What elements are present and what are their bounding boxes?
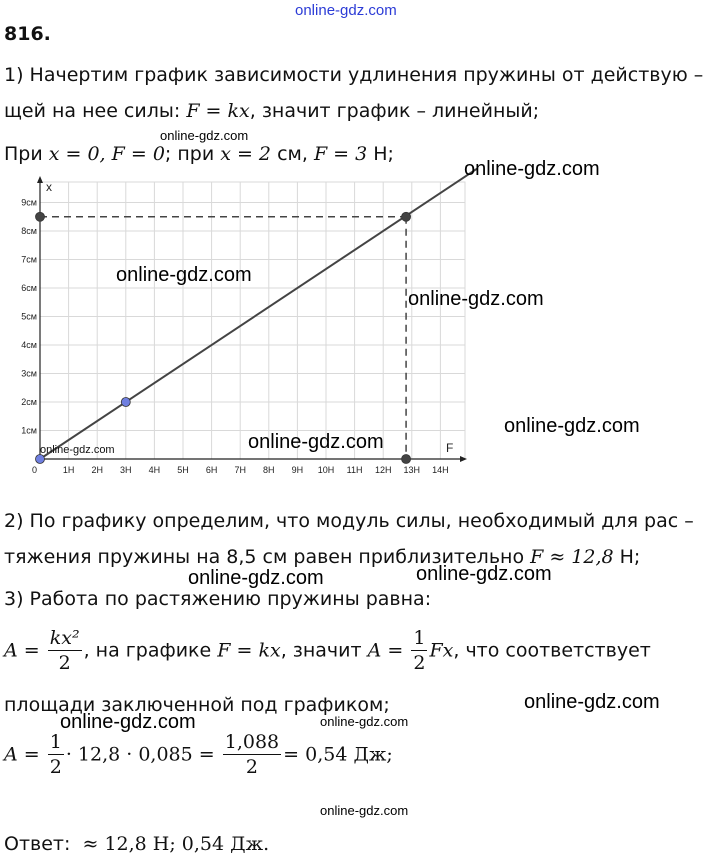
watermark: online-gdz.com (248, 431, 384, 453)
x-tick-label: 6Н (205, 465, 218, 475)
watermark: online-gdz.com (464, 158, 600, 180)
fraction-calc-result (223, 730, 281, 779)
x-axis-arrow (460, 456, 467, 462)
y-tick-label: 5см (21, 311, 37, 322)
fraction-calc-half (48, 730, 64, 779)
problem-number-value: 816 (4, 23, 44, 45)
data-point (402, 455, 411, 464)
step3-line1: 3) Работа по растяжению пружины равна: (4, 588, 432, 610)
fraction-calc-result-den: 2 (245, 756, 258, 778)
watermark: online-gdz.com (416, 563, 552, 585)
fraction-kx2-num: kx² (49, 627, 80, 649)
x-axis-label: F (446, 441, 454, 455)
x-tick-label: 4Н (148, 465, 161, 475)
watermark: online-gdz.com (320, 803, 409, 818)
step2-line2-post: Н; (613, 546, 641, 568)
step1-line3-g: Н; (367, 143, 394, 165)
watermark: online-gdz.com (320, 714, 409, 729)
y-tick-label: 3см (21, 368, 37, 379)
answer-line (4, 832, 269, 856)
step1-line3-d: x = 2 (220, 143, 272, 165)
watermark: online-gdz.com (40, 444, 115, 456)
problem-number-dot: . (43, 23, 51, 45)
step1-line3-f: F = 3 (313, 143, 368, 165)
y-tick-label: 7см (21, 254, 37, 265)
x-tick-label: 12Н (374, 465, 392, 475)
x-tick-label: 14Н (432, 465, 449, 475)
fraction-half-den: 2 (413, 652, 426, 674)
x-tick-label: 3Н (120, 465, 132, 475)
step3-formula-mid: , на графике (83, 639, 218, 662)
data-point (121, 398, 130, 407)
step3-calc-post: = 0,54 Дж; (283, 743, 393, 766)
y-tick-label: 9см (21, 197, 37, 208)
step3-formula-fx: Fx (429, 639, 454, 662)
data-point (36, 212, 45, 221)
fraction-calc-result-num: 1,088 (224, 731, 280, 753)
step3-formula-f: F = kx (217, 639, 281, 662)
watermark: online-gdz.com (188, 567, 324, 589)
x-tick-label: 0 (32, 465, 38, 475)
watermark: online-gdz.com (504, 415, 640, 437)
step3-area-line: площади заключенной под графиком; (4, 694, 390, 716)
x-tick-label: 7Н (234, 465, 246, 475)
step3-formula-line (4, 626, 651, 675)
fraction-half-num: 1 (413, 627, 426, 649)
step1-line2-post: , значит график – линейный; (249, 100, 540, 122)
step1-line1: 1) Начертим график зависимости удлинения пружины от действую – (4, 64, 704, 86)
step2-formula: F ≈ 12,8 (530, 546, 614, 568)
y-tick-label: 1см (21, 425, 37, 436)
step3-formula-post: , что соответствует (453, 639, 651, 662)
step3-formula-mid2: , значит (280, 639, 368, 662)
step3-calc-lhs: A = (4, 743, 40, 766)
watermark: online-gdz.com (116, 264, 252, 286)
x-tick-label: 1Н (62, 465, 75, 475)
step3-formula-lhs: A = (4, 639, 40, 662)
watermark-top[interactable]: online-gdz.com (295, 2, 397, 19)
step1-formula: F = kx (186, 100, 250, 122)
fraction-calc-half-num: 1 (49, 731, 62, 753)
y-tick-label: 8см (21, 226, 37, 236)
step1-line3-b: x = 0, F = 0 (48, 143, 165, 165)
fraction-kx2-den: 2 (58, 652, 71, 674)
x-tick-label: 13Н (403, 465, 421, 475)
step2-line1: 2) По графику определим, что модуль силы, необходимый для рас – (4, 510, 694, 532)
x-tick-label: 2Н (91, 465, 103, 475)
step1-line3-c: ; при (164, 143, 221, 165)
answer-label: Ответ: (4, 833, 71, 855)
answer-value: ≈ 12,8 Н; 0,54 Дж. (82, 833, 270, 855)
y-axis-label: x (46, 180, 52, 194)
step1-line3-a: При (4, 143, 49, 165)
watermark: online-gdz.com (60, 711, 196, 733)
y-tick-label: 4см (21, 340, 37, 350)
x-tick-label: 11Н (346, 465, 363, 475)
step2-line2-pre: тяжения пружины на 8,5 см равен приблизительно (4, 546, 531, 568)
data-point (402, 212, 411, 221)
x-tick-label: 8Н (263, 465, 275, 475)
step3-calc-mid: · 12,8 · 0,085 = (65, 743, 215, 766)
watermark: online-gdz.com (408, 288, 544, 310)
y-tick-label: 2см (21, 397, 37, 407)
x-tick-label: 10Н (317, 465, 335, 475)
watermark: online-gdz.com (160, 128, 249, 143)
step1-line2-pre: щей на нее силы: (4, 100, 187, 122)
x-tick-label: 9Н (291, 465, 304, 475)
fraction-calc-half-den: 2 (49, 756, 62, 778)
y-axis-arrow (37, 176, 43, 183)
step1-line3-e: см, (271, 143, 314, 165)
x-tick-label: 5Н (177, 465, 189, 475)
step3-calc-line (4, 730, 393, 779)
y-tick-label: 6см (21, 283, 37, 293)
fraction-kx2 (48, 626, 82, 675)
watermark: online-gdz.com (524, 691, 660, 713)
fraction-half (411, 626, 427, 675)
step3-formula-a: A = (367, 639, 404, 662)
